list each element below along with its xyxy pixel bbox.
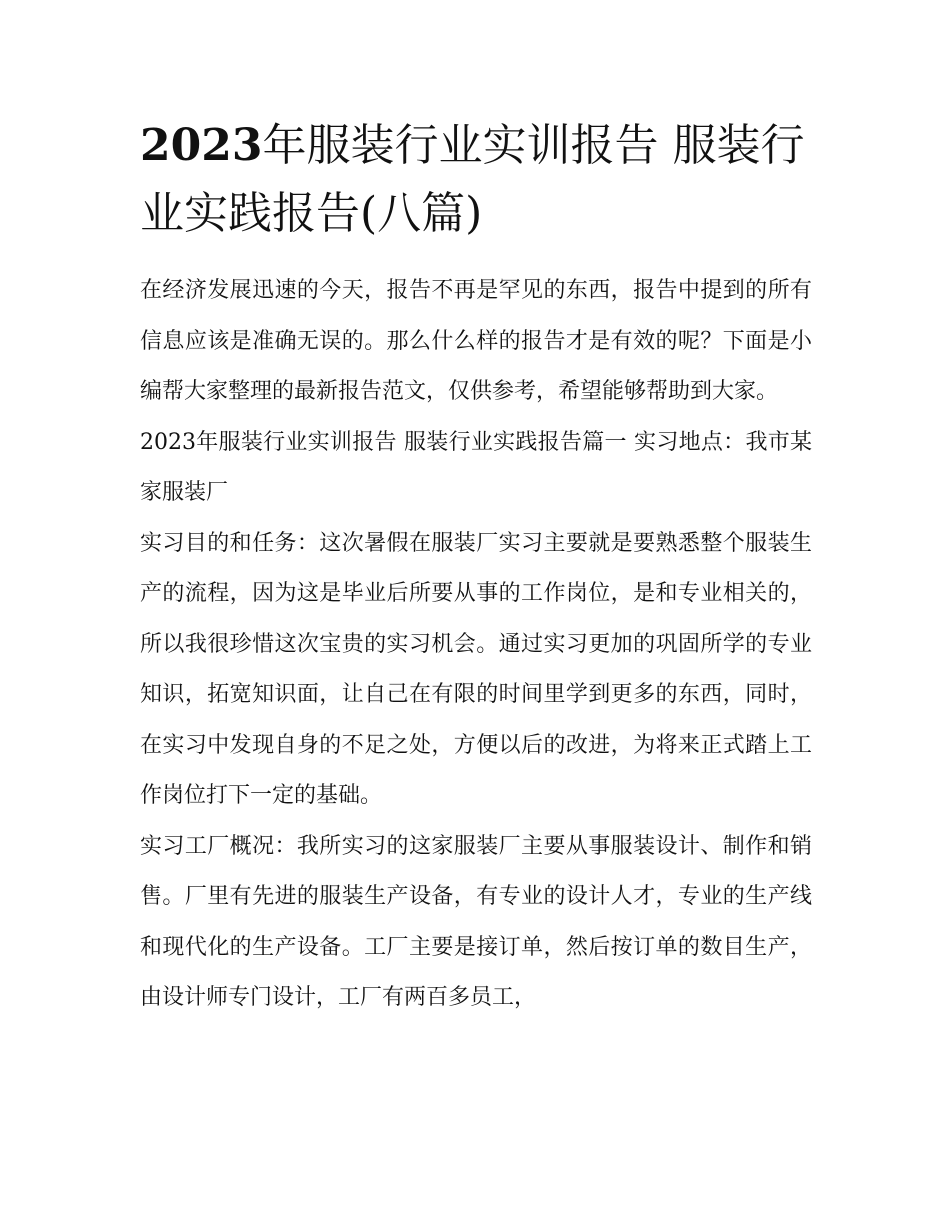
intro-paragraph: 在经济发展迅速的今天，报告不再是罕见的东西，报告中提到的所有信息应该是准确无误的。那么什么样的报告才是有效的呢？下面是小编帮大家整理的最新报告范文，仅供参考，希望能够帮助到大家。 [140,278,812,404]
title-text: 年服装行业实训报告 服装行业实践报告(八篇) [140,120,805,239]
document-title [140,112,812,248]
purpose-paragraph: 实习目的和任务：这次暑假在服装厂实习主要就是要熟悉整个服装生产的流程，因为这是毕业后所要从事的工作岗位，是和专业相关的，所以我很珍惜这次宝贵的实习机会。通过实习更加的巩固所学的专业知识，拓宽知识面，让自己在有限的时间里学到更多的东西，同时，在实习中发现自身的不足之处，方便以后的改进，为将来正式踏上工作岗位打下一定的基础。 [140,530,812,808]
factory-overview-paragraph: 实习工厂概况：我所实习的这家服装厂主要从事服装设计、制作和销售。厂里有先进的服装生产设备，有专业的设计人才，专业的生产线和现代化的生产设备。工厂主要是接订单，然后按订单的数目生产，由设计师专门设计，工厂有两百多员工， [140,833,812,1010]
title-year: 2023 [140,120,263,171]
document-page [140,112,812,1024]
section-heading-paragraph: 2023年服装行业实训报告 服装行业实践报告篇一 实习地点：我市某家服装厂 [140,429,812,505]
